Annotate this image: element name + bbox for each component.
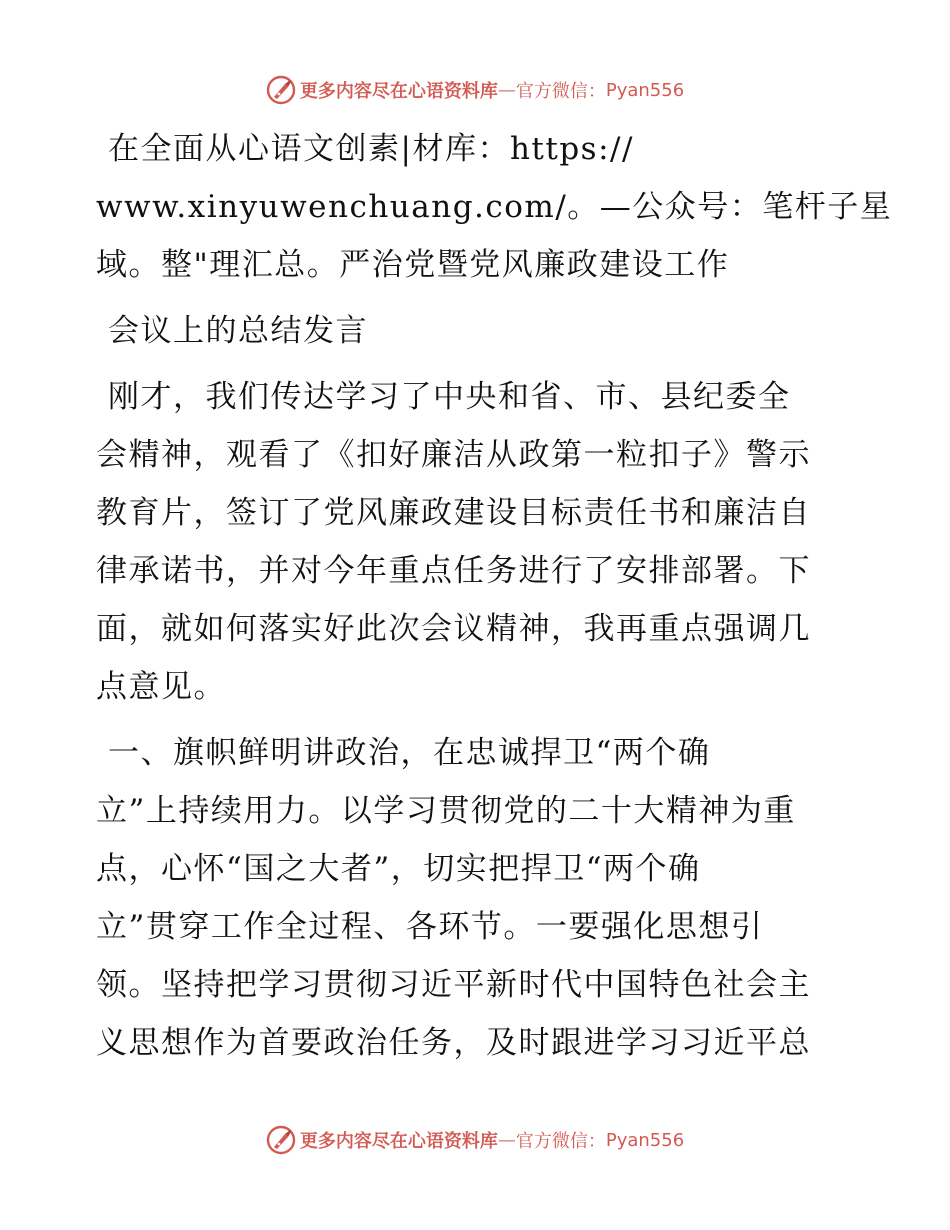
text-line: 立”贯穿工作全过程、各环节。一要强化思想引 [96,909,764,945]
text-line: 刚才，我们传达学习了中央和省、市、县纪委全 [108,379,791,415]
footer-banner [0,1120,950,1160]
text-line: 点意见。 [96,669,226,705]
banner-official-label: 官方微信： [515,81,606,102]
paragraph-1 [96,368,856,716]
paragraph-2 [96,724,856,1072]
pen-nib-logo-icon [266,1125,296,1155]
banner-separator: — [497,1129,516,1151]
text-line: 律承诺书，并对今年重点任务进行了安排部署。下 [96,553,811,589]
paragraph-intro [96,120,893,294]
text-line: 一、旗帜鲜明讲政治，在忠诚捍卫“两个确 [108,735,711,771]
text-line: 会精神，观看了《扣好廉洁从政第一粒扣子》警示 [96,437,811,473]
text-line: www.xinyuwenchuang.com/。—公众号：笔杆子星 [96,189,893,225]
banner-title: 更多内容尽在心语资料库 [299,81,498,102]
text-line: 教育片，签订了党风廉政建设目标责任书和廉洁自 [96,495,811,531]
text-line: 域。整"理汇总。严治党暨党风廉政建设工作 [96,247,730,283]
text-line: 在全面从心语文创素|材库：https:// [108,131,634,167]
banner-official-label: 官方微信： [515,1131,606,1152]
banner-wechat-id: Pyan556 [605,79,685,101]
text-line: 立”上持续用力。以学习贯彻党的二十大精神为重 [96,793,796,829]
document-title: 会议上的总结发言 [108,313,368,349]
text-line: 点，心怀“国之大者”，切实把捍卫“两个确 [96,851,701,887]
document-body [96,120,893,1072]
text-line: 义思想作为首要政治任务，及时跟进学习习近平总 [96,1025,811,1061]
banner-title: 更多内容尽在心语资料库 [299,1131,498,1152]
banner-wechat-id: Pyan556 [605,1129,685,1151]
banner-separator: — [497,79,516,101]
text-line: 领。坚持把学习贯彻习近平新时代中国特色社会主 [96,967,811,1003]
text-line: 面，就如何落实好此次会议精神，我再重点强调几 [96,611,811,647]
header-banner [0,70,950,110]
pen-nib-logo-icon [266,75,296,105]
